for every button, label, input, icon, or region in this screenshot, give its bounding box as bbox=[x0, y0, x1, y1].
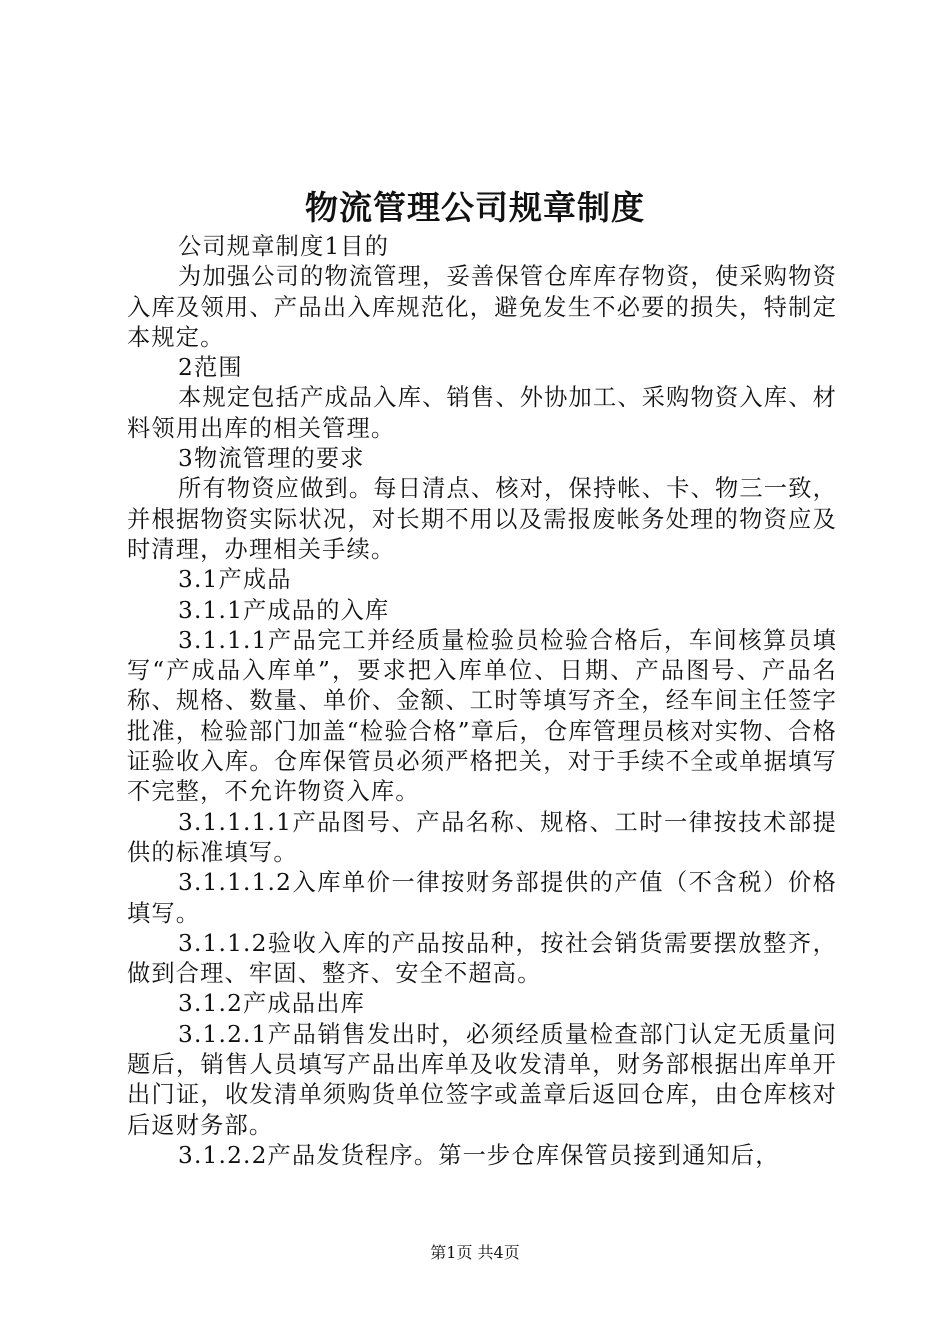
paragraph-scope: 本规定包括产成品入库、销售、外协加工、采购物资入库、材料领用出库的相关管理。 bbox=[127, 384, 837, 442]
section-heading-finished-goods: 3.1产成品 bbox=[178, 566, 292, 594]
paragraph-3-1-1-2: 3.1.1.2验收入库的产品按品种，按社会销货需要摆放整齐，做到合理、牢固、整齐、安全不超高。 bbox=[127, 929, 837, 988]
section-heading-purpose: 公司规章制度1目的 bbox=[178, 233, 390, 260]
section-heading-finished-goods-outbound: 3.1.2产成品出库 bbox=[178, 990, 365, 1018]
document-body bbox=[127, 232, 837, 1171]
paragraph-3-1-1-1: 3.1.1.1产品完工并经质量检验员检验合格后，车间核算员填写“产成品入库单”，要求把入库单位、日期、产品图号、产品名称、规格、数量、单价、金额、工时等填写齐全，经车间主任签字批准，检验部门加盖“检验合格”章后，仓库管理员核对实物、合格证验收入库。仓库保管员必须严格把关，对于手续不全或单据填写不完整，不允许物资入库。 bbox=[127, 626, 837, 806]
document-title: 物流管理公司规章制度 bbox=[305, 188, 645, 227]
paragraph-purpose: 为加强公司的物流管理，妥善保管仓库库存物资，使采购物资入库及领用、产品出入库规范化，避免发生不必要的损失，特制定本规定。 bbox=[127, 263, 837, 351]
paragraph-3-1-1-1-1: 3.1.1.1.1产品图号、产品名称、规格、工时一律按技术部提供的标准填写。 bbox=[127, 808, 837, 866]
section-heading-finished-goods-inbound: 3.1.1产成品的入库 bbox=[178, 596, 390, 624]
section-heading-requirements: 3物流管理的要求 bbox=[178, 445, 365, 473]
section-heading-scope: 2范围 bbox=[178, 354, 243, 382]
page-footer: 第1页 共4页 bbox=[430, 1243, 520, 1262]
paragraph-3-1-1-1-2: 3.1.1.1.2入库单价一律按财务部提供的产值（不含税）价格填写。 bbox=[127, 869, 837, 927]
paragraph-3-1-2-1: 3.1.2.1产品销售发出时，必须经质量检查部门认定无质量问题后，销售人员填写产品出库单及收发清单，财务部根据出库单开出门证，收发清单须购货单位签字或盖章后返回仓库，由仓库核对后返财务部。 bbox=[127, 1020, 837, 1139]
paragraph-requirements: 所有物资应做到。每日清点、核对，保持帐、卡、物三一致，并根据物资实际状况，对长期不用以及需报废帐务处理的物资应及时清理，办理相关手续。 bbox=[127, 475, 837, 563]
paragraph-3-1-2-2: 3.1.2.2产品发货程序。第一步仓库保管员接到通知后， bbox=[178, 1141, 780, 1169]
